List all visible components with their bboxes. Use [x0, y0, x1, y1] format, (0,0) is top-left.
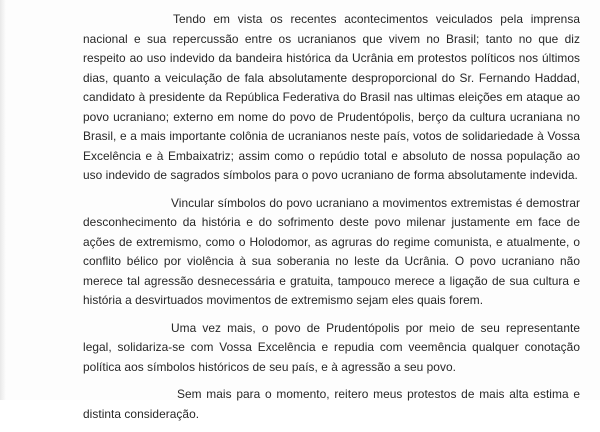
paragraph-closing: Sem mais para o momento, reitero meus protestos de mais alta estima e distinta consideração.: [83, 387, 580, 421]
paragraph-extremism: Vincular símbolos do povo ucraniano a movimentos extremistas é demostrar desconhecimento da história e do sofrimento deste povo milenar justamente em face de ações de extremismo, como o Holodomor, as agruras do regime comunista, e atualmente, o conflito bélico por violência à sua soberania no leste da Ucrânia. O povo ucraniano não merece tal agressão desnecessária e gratuita, tampouco merece a ligação de sua cultura e história a desvirtuados movimentos de extremismo sejam eles quais forem.: [83, 195, 580, 307]
paragraph-repudiation: Uma vez mais, o povo de Prudentópolis por meio de seu representante legal, solidariza-se com Vossa Excelência e repudia com veemência qualquer conotação política aos símbolos históricos de seu país, e à agressão a seu povo.: [83, 320, 580, 374]
scan-shadow-edge: [0, 0, 6, 400]
letter-body: [83, 10, 580, 432]
paragraph-solidarity: Tendo em vista os recentes acontecimentos veiculados pela imprensa nacional e sua repercussão entre os ucranianos que vivem no Brasil; tanto no que diz respeito ao uso indevido da bandeira histórica da Ucrânia em protestos políticos nos últimos dias, quanto a veiculação de fala absolutamente desproporcional do Sr. Fernando Haddad, candidato à presidente da República Federativa do Brasil nas ultimas eleições em ataque ao povo ucraniano; externo em nome do povo de Prudentópolis, berço da cultura ucraniana no Brasil, e a mais importante colônia de ucranianos neste país, votos de solidariedade à Vossa Excelência e à Embaixatriz; assim como o repúdio total e absoluto de nossa população ao uso indevido de sagrados símbolos para o povo ucraniano de forma absolutamente indevida.: [83, 12, 580, 182]
